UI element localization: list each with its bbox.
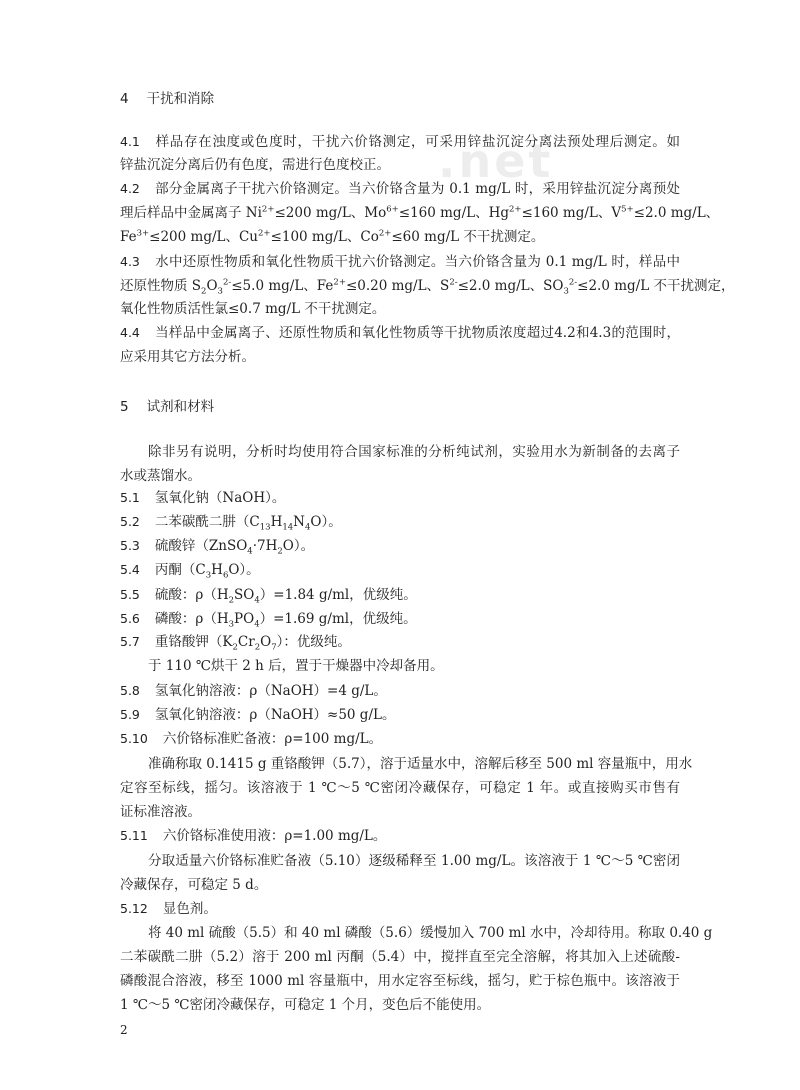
clause-4-1-line-2 <box>120 156 390 174</box>
text-run: ）=1.69 g/ml，优级纯。 <box>259 611 417 627</box>
text-run: N <box>293 514 305 530</box>
clause-number: 5.4 <box>120 562 140 577</box>
clause-5-12-line-2 <box>120 948 680 966</box>
text-run: 还原性物质 S <box>120 278 202 294</box>
text-run: 于 110 ℃烘干 2 h 后，置于干燥器中冷却备用。 <box>148 658 444 674</box>
section-number: 5 <box>120 399 129 415</box>
subscript: 2 <box>228 595 235 606</box>
clause-number: 4.3 <box>120 254 140 269</box>
clause-5-8 <box>120 682 387 700</box>
watermark: .net <box>438 134 554 188</box>
subscript: 4 <box>254 595 260 606</box>
clause-5-10-line-3 <box>120 803 201 821</box>
clause-4-2-line-1 <box>120 180 680 198</box>
text-run: 六价铬标准使用液：ρ=1.00 mg/L。 <box>162 828 387 844</box>
text-run: PO <box>234 611 255 627</box>
text-run: 准确称取 0.1415 g 重铬酸钾（5.7），溶于适量水中，溶解后移至 500 ml 容量瓶中，用水 <box>148 756 693 772</box>
text-run: H <box>270 514 283 530</box>
clause-5-4 <box>120 561 260 579</box>
clause-5-10-line-1 <box>148 755 693 773</box>
text-run: 定容至标线，摇匀。该溶液于 1 ℃～5 ℃密闭冷藏保存，可稳定 1 年。或直接购买市售有 <box>120 780 680 796</box>
text-run: ≤60 mg/L 不干扰测定。 <box>391 229 545 245</box>
clause-number: 5.7 <box>120 634 140 649</box>
text-run: 水中还原性物质和氧化性物质干扰六价铬测定。当六价铬含量为 0.1 mg/L 时，样品中 <box>154 254 680 270</box>
subscript: 2 <box>277 546 283 557</box>
text-run: 磷酸：ρ（H <box>154 611 229 627</box>
text-run: ≤160 mg/L、V <box>521 205 622 221</box>
text-run: 硫酸：ρ（H <box>154 587 229 603</box>
superscript: 6+ <box>386 204 399 215</box>
superscript: 2+ <box>261 204 275 215</box>
clause-5-11 <box>120 827 386 845</box>
clause-number: 5.2 <box>120 514 140 529</box>
clause-4-4-line-2 <box>120 348 255 366</box>
text-run: ≤0.20 mg/L、S <box>345 278 450 294</box>
text-run: 样品存在浊度或色度时，干扰六价铬测定，可采用锌盐沉淀分离法预处理后测定。如 <box>154 134 680 150</box>
text-run: 证标准溶液。 <box>120 804 201 820</box>
text-run: ≤160 mg/L、Hg <box>398 205 510 221</box>
clause-4-1-line-1 <box>120 133 680 151</box>
clause-5-10 <box>120 730 382 748</box>
intro-line-2 <box>120 467 201 485</box>
subscript: 7 <box>271 642 277 653</box>
clause-4-4-line-1 <box>120 324 680 342</box>
clause-number: 5.3 <box>120 538 140 553</box>
superscript: 2- <box>449 277 458 288</box>
text-run: 氧化性物质活性氯≤0.7 mg/L 不干扰测定。 <box>120 301 386 317</box>
text-run: O <box>206 278 218 294</box>
clause-5-6 <box>120 610 417 628</box>
superscript: 2+ <box>333 277 346 288</box>
clause-5-1 <box>120 489 285 507</box>
text-run: ≤5.0 mg/L、Fe <box>231 278 334 294</box>
subscript: 3 <box>228 619 235 630</box>
section-4-heading <box>120 90 214 108</box>
text-run: 理后样品中金属离子 Ni <box>120 205 262 221</box>
text-run: 二苯碳酰二肼（C <box>154 514 260 530</box>
text-run: 部分金属离子干扰六价铬测定。当六价铬含量为 0.1 mg/L 时，采用锌盐沉淀分离预处 <box>154 181 680 197</box>
subscript: 3 <box>563 286 569 297</box>
clause-number: 4.1 <box>120 134 140 149</box>
clause-number: 5.9 <box>120 707 140 722</box>
clause-number: 5.11 <box>120 828 148 843</box>
text-run: O）。 <box>282 538 315 554</box>
text-run: ≤2.0 mg/L、SO <box>457 278 564 294</box>
text-run: O）。 <box>228 562 260 578</box>
clause-5-12-line-1 <box>148 924 713 942</box>
subscript: 3 <box>205 570 212 581</box>
clause-5-9 <box>120 706 395 724</box>
text-run: 应采用其它方法分析。 <box>120 349 255 365</box>
text-run: Fe <box>120 229 137 245</box>
clause-5-12-line-3 <box>120 972 680 990</box>
clause-number: 4.2 <box>120 181 140 196</box>
clause-4-3-line-1 <box>120 253 680 271</box>
clause-5-11-line-1 <box>148 852 680 870</box>
subscript: 4 <box>304 522 311 533</box>
text-run: O）。 <box>310 514 342 530</box>
text-run: 显色剂。 <box>162 901 217 917</box>
text-run: ≤2.0 mg/L、 <box>633 205 720 221</box>
subscript: 6 <box>222 570 229 581</box>
text-run: 磷酸混合溶液，移至 1000 ml 容量瓶中，用水定容至标线，摇匀，贮于棕色瓶中。该溶液于 <box>120 973 680 989</box>
text-run: ·7H <box>252 538 278 554</box>
text-run: 除非另有说明，分析时均使用符合国家标准的分析纯试剂，实验用水为新制备的去离子 <box>148 444 680 460</box>
text-run: 当样品中金属离子、还原性物质和氧化性物质等干扰物质浓度超过4.2和4.3的范围时， <box>154 325 680 341</box>
section-title: 试剂和材料 <box>146 399 215 415</box>
clause-number: 5.6 <box>120 611 140 626</box>
text-run: ≤200 mg/L、Mo <box>274 205 387 221</box>
superscript: 2- <box>568 277 578 288</box>
text-run: ）：优级纯。 <box>276 634 351 650</box>
clause-4-2-line-2 <box>120 204 720 222</box>
text-run: O <box>260 634 272 650</box>
clause-5-5 <box>120 586 417 604</box>
clause-number: 5.8 <box>120 683 140 698</box>
clause-5-10-line-2 <box>120 779 680 797</box>
superscript: 2+ <box>378 228 392 239</box>
clause-number: 5.12 <box>120 901 148 916</box>
clause-number: 5.1 <box>120 490 140 505</box>
text-run: 氢氧化钠（NaOH）。 <box>154 490 286 506</box>
text-run: 将 40 ml 硫酸（5.5）和 40 ml 磷酸（5.6）缓慢加入 700 ml 水中，冷却待用。称取 0.40 g <box>148 925 713 941</box>
subscript: 2 <box>201 286 207 297</box>
section-number: 4 <box>120 91 129 107</box>
clause-number: 5.5 <box>120 587 140 602</box>
subscript: 3 <box>217 286 223 297</box>
text-run: 二苯碳酰二肼（5.2）溶于 200 ml 丙酮（5.4）中，搅拌直至完全溶解，将其加入上述硫酸- <box>120 949 680 965</box>
superscript: 2+ <box>509 204 522 215</box>
subscript: 4 <box>247 546 253 557</box>
clause-5-7-note <box>148 657 444 675</box>
text-run: 氢氧化钠溶液：ρ（NaOH）≈50 g/L。 <box>154 707 396 723</box>
text-run: ）=1.84 g/ml，优级纯。 <box>259 587 417 603</box>
clause-5-2 <box>120 513 342 531</box>
text-run: 重铬酸钾（K <box>154 634 233 650</box>
text-run: 氢氧化钠溶液：ρ（NaOH）=4 g/L。 <box>154 683 387 699</box>
clause-5-3 <box>120 537 314 555</box>
clause-4-3-line-2 <box>120 277 735 297</box>
text-run: Cr <box>237 634 255 650</box>
text-run: 丙酮（C <box>154 562 206 578</box>
clause-4-2-line-3 <box>120 228 544 246</box>
text-run: 水或蒸馏水。 <box>120 468 201 484</box>
text-run: ≤200 mg/L、Cu <box>149 229 259 245</box>
subscript: 14 <box>282 522 294 533</box>
superscript: 5+ <box>621 204 634 215</box>
superscript: 3+ <box>136 228 150 239</box>
clause-5-7 <box>120 633 351 651</box>
intro-line-1 <box>148 443 680 461</box>
clause-4-3-line-3 <box>120 300 385 318</box>
clause-5-12 <box>120 900 217 918</box>
clause-number: 5.10 <box>120 731 148 746</box>
text-run: ≤100 mg/L、Co <box>270 229 379 245</box>
section-title: 干扰和消除 <box>146 91 215 107</box>
text-run: 锌盐沉淀分离后仍有色度，需进行色度校正。 <box>120 157 390 173</box>
superscript: 2- <box>222 277 232 288</box>
clause-5-11-line-2 <box>120 876 267 894</box>
clause-number: 4.4 <box>120 325 140 340</box>
text-run: ≤2.0 mg/L 不干扰测定， <box>577 278 735 294</box>
text-run: 硫酸锌（ZnSO <box>154 538 248 554</box>
section-5-heading <box>120 398 214 416</box>
page-number: 2 <box>120 1023 128 1037</box>
text-run: 分取适量六价铬标准贮备液（5.10）逐级稀释至 1.00 mg/L。该溶液于 1 ℃～5 ℃密闭 <box>148 853 680 869</box>
subscript: 13 <box>259 522 271 533</box>
subscript: 4 <box>254 619 260 630</box>
text-run: SO <box>234 587 255 603</box>
subscript: 2 <box>232 642 238 653</box>
subscript: 2 <box>254 642 261 653</box>
text-run: H <box>211 562 223 578</box>
superscript: 2+ <box>258 228 271 239</box>
text-run: 1 ℃～5 ℃密闭冷藏保存，可稳定 1 个月，变色后不能使用。 <box>120 997 491 1013</box>
clause-5-12-line-4 <box>120 996 490 1014</box>
text-run: 冷藏保存，可稳定 5 d。 <box>120 877 268 893</box>
text-run: 六价铬标准贮备液：ρ=100 mg/L。 <box>162 731 383 747</box>
